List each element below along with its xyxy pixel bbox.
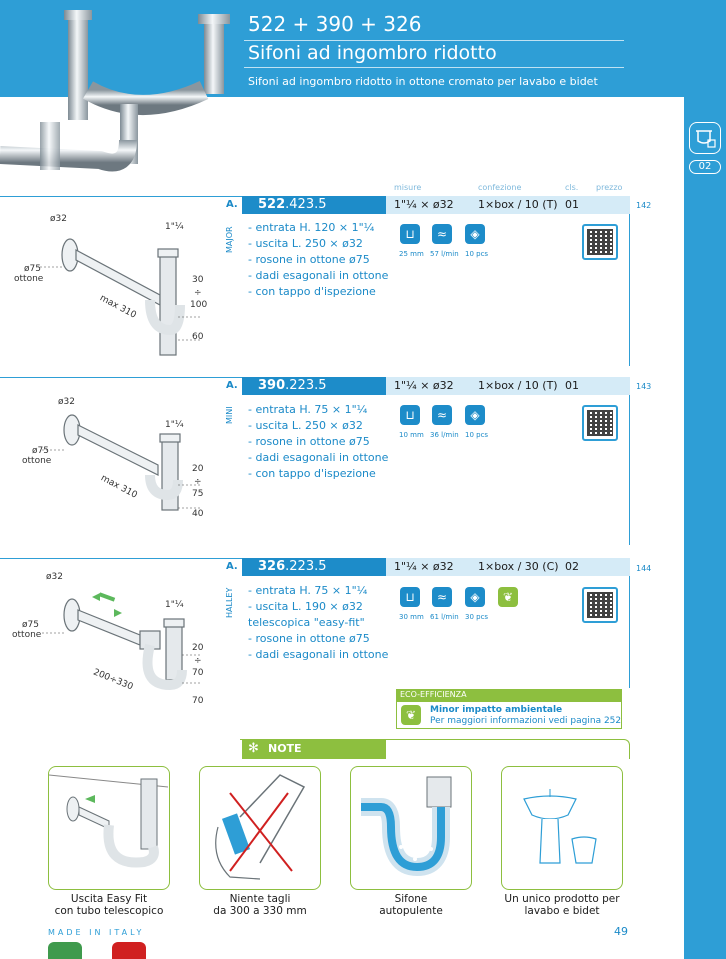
dim-d32: ø32	[46, 572, 63, 582]
box-icon: ◈	[465, 405, 485, 425]
dim-length: max 310	[98, 473, 139, 501]
dim-d32: ø32	[50, 214, 67, 224]
box-icon: ◈	[465, 587, 485, 607]
dim-d75: ø75	[24, 264, 41, 274]
spec-depth: 10 mm	[399, 431, 424, 439]
product-label: MINI	[225, 406, 234, 424]
page-title: Sifoni ad ingombro ridotto	[248, 42, 497, 64]
qr-code[interactable]	[582, 587, 618, 623]
note-card-basin-bidet	[501, 766, 623, 890]
flow-rate-icon: ≈	[432, 405, 452, 425]
product-info-bar	[386, 377, 630, 395]
box-icon: ◈	[465, 224, 485, 244]
product-code: 390.223.5	[242, 377, 386, 395]
spec-pcs: 10 pcs	[465, 250, 489, 258]
dim-h4: 70	[192, 696, 204, 706]
page-subtitle: Sifoni ad ingombro ridotto in ottone cromato per lavabo e bidet	[248, 75, 598, 88]
page-number: 49	[614, 925, 628, 938]
product-size: 1"¼ × ø32	[394, 560, 454, 573]
product-divider	[0, 558, 242, 559]
made-in-italy: MADE IN ITALY	[48, 928, 145, 937]
qr-code[interactable]	[582, 405, 618, 441]
dim-length: max 310	[97, 293, 138, 321]
note-card-self-cleaning	[350, 766, 472, 890]
dim-thread: 1"¼	[165, 420, 184, 430]
dim-ottone: ottone	[12, 630, 42, 640]
product-ref: 142	[636, 201, 652, 210]
note-title: NOTE	[242, 739, 386, 759]
product-features: - entrata H. 75 × 1"¼ - uscita L. 190 × ø32 telescopica "easy-fit" - rosone in ottone ø75 - dadi esagonali in ottone	[248, 584, 389, 661]
washbasin-icon	[689, 122, 721, 154]
siphon-depth-icon: ⊔	[400, 405, 420, 425]
header-divider	[244, 67, 624, 68]
product-frame	[393, 196, 630, 366]
dim-h2: ÷	[194, 656, 202, 666]
product-divider	[0, 377, 242, 378]
eco-line1: Minor impatto ambientale	[430, 705, 563, 715]
dim-d75: ø75	[32, 446, 49, 456]
product-series: A.	[226, 380, 238, 391]
spec-flow: 61 l/min	[430, 613, 459, 621]
dim-thread: 1"¼	[165, 600, 184, 610]
dim-h3: 100	[190, 300, 208, 310]
dim-d75: ø75	[22, 620, 39, 630]
spec-depth: 30 mm	[399, 613, 424, 621]
note-caption: Un unico prodotto per lavabo e bidet	[504, 893, 620, 917]
product-cls: 01	[565, 379, 579, 392]
flag-green	[48, 942, 82, 959]
flow-rate-icon: ≈	[432, 587, 452, 607]
siphon-depth-icon: ⊔	[400, 224, 420, 244]
no-cut-illustration	[200, 767, 319, 888]
self-cleaning-illustration	[351, 767, 470, 888]
header-divider	[244, 40, 624, 41]
product-series: A.	[226, 561, 238, 572]
product-pack: 1×box / 30 (C)	[478, 560, 559, 573]
siphon-depth-icon: ⊔	[400, 587, 420, 607]
leaf-icon: ❦	[498, 587, 518, 607]
dim-h3: 75	[192, 489, 204, 499]
dim-h4: 40	[192, 509, 204, 519]
column-header-cls: cls.	[565, 183, 579, 192]
note-caption: Sifone autopulente	[379, 893, 443, 917]
section-number-badge: 02	[689, 160, 721, 174]
note-caption: Uscita Easy Fit con tubo telescopico	[54, 893, 164, 917]
spec-pcs: 30 pcs	[465, 613, 489, 621]
product-frame	[393, 558, 630, 688]
basin-bidet-illustration	[502, 767, 621, 888]
product-series: A.	[226, 199, 238, 210]
dim-h1: 20	[192, 643, 204, 653]
column-header-prezzo: prezzo	[596, 183, 623, 192]
product-features: - entrata H. 75 × 1"¼ - uscita L. 250 × ø32 - rosone in ottone ø75 - dadi esagonali in ottone - con tappo d'ispezione	[248, 403, 389, 480]
dim-h2: ÷	[194, 288, 202, 298]
product-info-bar	[386, 558, 630, 576]
product-pack: 1×box / 10 (T)	[478, 198, 558, 211]
spec-pcs: 10 pcs	[465, 431, 489, 439]
dim-length: 200÷330	[91, 667, 135, 693]
dim-ottone: ottone	[14, 274, 44, 284]
dim-d32: ø32	[58, 397, 75, 407]
asterisk-icon: ✻	[248, 741, 259, 756]
spec-flow: 36 l/min	[430, 431, 459, 439]
product-code: 326.223.5	[242, 558, 386, 576]
dim-h1: 30	[192, 275, 204, 285]
product-info-bar	[386, 196, 630, 214]
spec-flow: 57 l/min	[430, 250, 459, 258]
product-size: 1"¼ × ø32	[394, 198, 454, 211]
flag-red	[112, 942, 146, 959]
product-frame	[393, 377, 630, 545]
column-header-confezione: confezione	[478, 183, 522, 192]
leaf-icon: ❦	[401, 705, 421, 725]
column-header-misure: misure	[394, 183, 422, 192]
product-ref: 143	[636, 382, 652, 391]
header-codes: 522 + 390 + 326	[248, 12, 422, 36]
product-pack: 1×box / 10 (T)	[478, 379, 558, 392]
qr-code[interactable]	[582, 224, 618, 260]
dim-h4: 60	[192, 332, 204, 342]
dim-thread: 1"¼	[165, 222, 184, 232]
spec-depth: 25 mm	[399, 250, 424, 258]
product-size: 1"¼ × ø32	[394, 379, 454, 392]
header-siphon-photo	[0, 10, 236, 195]
easyfit-illustration	[49, 767, 168, 888]
eco-efficiency-header: ECO-EFFICIENZA	[396, 689, 622, 701]
product-label: HALLEY	[225, 587, 234, 618]
product-features: - entrata H. 120 × 1"¼ - uscita L. 250 × ø32 - rosone in ottone ø75 - dadi esagonali in ottone - con tappo d'ispezione	[248, 221, 389, 298]
dim-ottone: ottone	[22, 456, 52, 466]
product-ref: 144	[636, 564, 652, 573]
dim-h2: ÷	[194, 477, 202, 487]
product-divider	[0, 196, 242, 197]
note-card-easyfit	[48, 766, 170, 890]
eco-line2[interactable]: Per maggiori informazioni vedi pagina 252	[430, 716, 622, 726]
product-code: 522.423.5	[242, 196, 386, 214]
product-label: MAJOR	[225, 226, 234, 253]
flow-rate-icon: ≈	[432, 224, 452, 244]
note-card-no-cut	[199, 766, 321, 890]
dim-h1: 20	[192, 464, 204, 474]
dim-h3: 70	[192, 668, 204, 678]
product-cls: 02	[565, 560, 579, 573]
product-cls: 01	[565, 198, 579, 211]
note-caption: Niente tagli da 300 a 330 mm	[213, 893, 307, 917]
